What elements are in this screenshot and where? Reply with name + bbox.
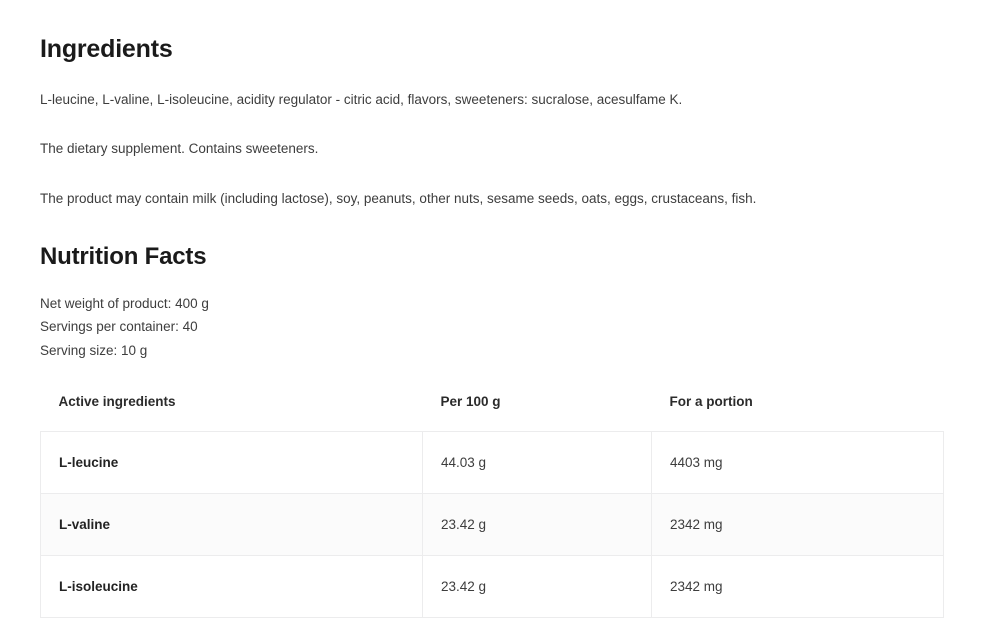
cell-per-100g: 44.03 g	[423, 432, 652, 494]
nutrition-facts-list	[40, 294, 942, 363]
nutrition-facts-heading: Nutrition Facts	[40, 242, 207, 270]
fact-serving-size: Serving size: 10 g	[40, 343, 148, 359]
cell-ingredient-name: L-valine	[41, 494, 423, 556]
ingredients-heading: Ingredients	[40, 35, 173, 63]
cell-per-100g: 23.42 g	[423, 494, 652, 556]
fact-servings-per-container: Servings per container: 40	[40, 319, 198, 335]
fact-net-weight: Net weight of product: 400 g	[40, 295, 209, 311]
nutrition-table	[40, 384, 944, 618]
column-header-active-ingredients: Active ingredients	[58, 394, 176, 410]
ingredients-paragraph-1: L-leucine, L-valine, L-isoleucine, acidity regulator - citric acid, flavors, sweeteners: sucralose, acesulfame K.	[40, 92, 683, 107]
cell-per-100g: 23.42 g	[423, 556, 652, 618]
table-row	[41, 432, 944, 494]
table-row	[41, 556, 944, 618]
table-header-row	[41, 384, 944, 432]
table-row	[41, 494, 944, 556]
column-header-for-a-portion: For a portion	[669, 394, 753, 410]
cell-for-a-portion: 4403 mg	[652, 432, 944, 494]
cell-for-a-portion: 2342 mg	[652, 494, 944, 556]
cell-ingredient-name: L-leucine	[41, 432, 423, 494]
ingredients-paragraph-2: The dietary supplement. Contains sweeteners.	[40, 141, 319, 157]
cell-ingredient-name: L-isoleucine	[41, 556, 423, 618]
column-header-per-100g: Per 100 g	[440, 394, 501, 410]
ingredients-paragraph-3: The product may contain milk (including lactose), soy, peanuts, other nuts, sesame seeds, oats, eggs, crustaceans, fish.	[40, 190, 757, 206]
cell-for-a-portion: 2342 mg	[652, 556, 944, 618]
